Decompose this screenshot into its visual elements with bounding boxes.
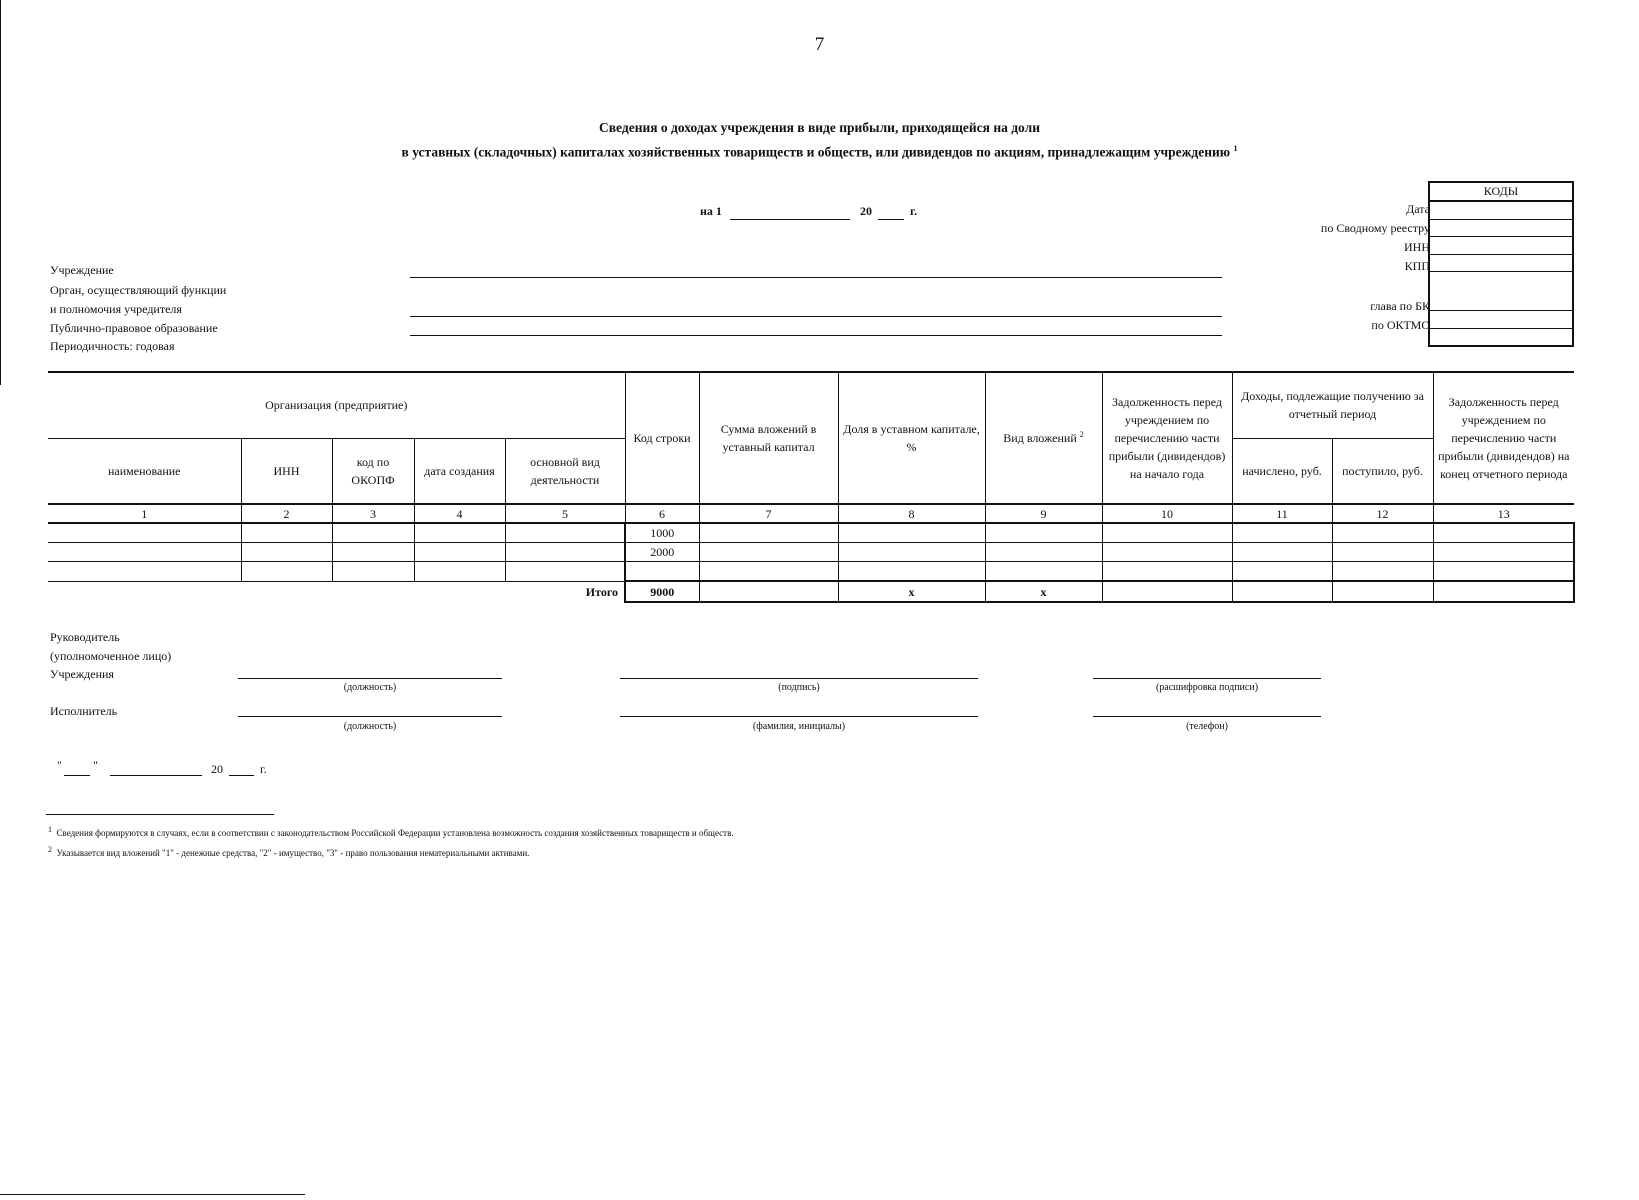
code-inn-cell[interactable]	[1429, 237, 1573, 255]
accrued-cell[interactable]	[1232, 543, 1332, 562]
date-year-prefix: 20	[860, 204, 872, 218]
col-number: 9	[985, 504, 1102, 523]
created-cell[interactable]	[414, 523, 505, 543]
codes-label-bk: глава по БК	[1370, 299, 1430, 313]
head-label-line3: Учреждения	[50, 667, 114, 681]
codes-label-kpp: КПП	[1404, 259, 1430, 273]
debt-start-cell[interactable]	[1102, 523, 1232, 543]
executor-phone-field[interactable]	[1093, 716, 1321, 717]
date-prefix: на 1	[700, 204, 722, 218]
periodicity-label: Периодичность: годовая	[50, 339, 175, 353]
col-number: 12	[1332, 504, 1433, 523]
scan-edge-line	[0, 0, 1, 385]
col-activity-header: основной вид деятельности	[505, 438, 625, 504]
bottom-date-year-field[interactable]	[229, 775, 254, 776]
col-number: 5	[505, 504, 625, 523]
head-signature-field[interactable]	[620, 678, 978, 679]
code-date-cell[interactable]	[1429, 201, 1573, 219]
founder-label-line2: и полномочия учредителя	[50, 302, 182, 316]
bottom-date-month-field[interactable]	[110, 775, 202, 776]
col-accrued-header: начислено, руб.	[1232, 438, 1332, 504]
codes-label-registry: по Сводному реестру	[1320, 221, 1430, 235]
col-number: 10	[1102, 504, 1232, 523]
executor-position-caption: (должность)	[343, 721, 397, 732]
share-cell[interactable]	[838, 562, 985, 582]
total-row	[48, 581, 1574, 602]
col-code-header: Код строки	[625, 372, 699, 504]
col-debt-end-header: Задолженность перед учреждением по перечислению части прибыли (дивидендов) на конец отчетного периода	[1433, 372, 1574, 504]
code-kpp-cell[interactable]	[1429, 254, 1573, 272]
total-debt-end-cell[interactable]	[1433, 581, 1574, 602]
row-code-cell: 2000	[625, 543, 699, 562]
income-table	[48, 371, 1575, 603]
col-share-header: Доля в уставном капитале, %	[838, 372, 985, 504]
okopf-cell[interactable]	[332, 543, 414, 562]
bottom-date-year-suffix: г.	[260, 762, 267, 776]
footnote-1-text: Сведения формируются в случаях, если в соответствии с законодательством Российской Федерации установлена возможность создания хозяйственных товариществ и обществ.	[56, 828, 734, 838]
inn-cell[interactable]	[241, 523, 332, 543]
col-number: 7	[699, 504, 838, 523]
col-inn-header: ИНН	[241, 438, 332, 504]
footnote-1-mark: 1	[48, 825, 52, 834]
head-position-field[interactable]	[238, 678, 502, 679]
date-day-month-field[interactable]	[730, 219, 850, 220]
footnote-2-text: Указывается вид вложений "1" - денежные средства, "2" - имущество, "3" - право пользования нематериальными активами.	[56, 848, 530, 858]
share-cell[interactable]	[838, 523, 985, 543]
head-position-caption: (должность)	[343, 682, 397, 693]
received-cell[interactable]	[1332, 543, 1433, 562]
inn-cell[interactable]	[241, 543, 332, 562]
bottom-date-year-prefix: 20	[211, 762, 223, 776]
share-cell[interactable]	[838, 543, 985, 562]
sum-cell[interactable]	[699, 562, 838, 582]
kind-cell[interactable]	[985, 562, 1102, 582]
col-kind-header	[985, 372, 1102, 504]
municipality-field[interactable]	[410, 335, 1222, 336]
inn-cell[interactable]	[241, 562, 332, 582]
col-number: 1	[48, 504, 241, 523]
total-received-cell[interactable]	[1332, 581, 1433, 602]
executor-name-field[interactable]	[620, 716, 978, 717]
row-code-cell	[625, 562, 699, 582]
col-number: 2	[241, 504, 332, 523]
form-title-line2-text: в уставных (складочных) капиталах хозяйственных товариществ и обществ, или дивидендов по акциям, принадлежащим учреждению	[401, 144, 1231, 160]
okopf-cell[interactable]	[332, 562, 414, 582]
codes-label-oktmo: по ОКТМО	[1371, 318, 1430, 332]
activity-cell[interactable]	[505, 543, 625, 562]
col-number: 4	[414, 504, 505, 523]
founder-field[interactable]	[410, 316, 1222, 317]
footnote-2	[48, 845, 529, 858]
col-sum-header: Сумма вложений в уставный капитал	[699, 372, 838, 504]
total-code-cell: 9000	[625, 581, 699, 602]
activity-cell[interactable]	[505, 562, 625, 582]
table-row	[48, 523, 1574, 543]
created-cell[interactable]	[414, 543, 505, 562]
name-cell[interactable]	[48, 543, 241, 562]
activity-cell[interactable]	[505, 523, 625, 543]
col-number: 6	[625, 504, 699, 523]
received-cell[interactable]	[1332, 523, 1433, 543]
total-sum-cell[interactable]	[699, 581, 838, 602]
footnote-divider	[46, 814, 274, 815]
codes-label-date: Дата	[1406, 202, 1430, 216]
head-label-line2: (уполномоченное лицо)	[50, 649, 172, 663]
executor-name-caption: (фамилия, инициалы)	[752, 721, 846, 732]
debt-start-cell[interactable]	[1102, 543, 1232, 562]
row-code-cell: 1000	[625, 523, 699, 543]
total-label: Итого	[585, 584, 619, 599]
executor-label: Исполнитель	[50, 704, 118, 718]
scan-edge-line-bottom	[0, 1194, 305, 1195]
kind-cell[interactable]	[985, 523, 1102, 543]
executor-phone-caption: (телефон)	[1186, 721, 1228, 732]
table-row	[48, 543, 1574, 562]
municipality-label: Публично-правовое образование	[50, 321, 218, 335]
head-label-line1: Руководитель	[50, 630, 120, 644]
total-kind-x: x	[985, 581, 1102, 602]
date-year-field[interactable]	[878, 219, 904, 220]
sum-cell[interactable]	[699, 543, 838, 562]
received-cell[interactable]	[1332, 562, 1433, 582]
name-cell[interactable]	[48, 562, 241, 582]
bottom-date-open-quote: "	[57, 758, 62, 772]
head-signature-caption: (подпись)	[778, 682, 820, 693]
founder-label-line1: Орган, осуществляющий функции	[50, 283, 227, 297]
date-year-suffix: г.	[910, 204, 918, 218]
form-title-line1: Сведения о доходах учреждения в виде прибыли, приходящейся на доли	[599, 120, 1040, 135]
col-kind-text: Вид вложений	[1003, 431, 1077, 445]
total-share-x: x	[838, 581, 985, 602]
bottom-date-close-quote: "	[93, 758, 98, 772]
debt-end-cell[interactable]	[1433, 562, 1574, 582]
created-cell[interactable]	[414, 562, 505, 582]
table-row	[48, 562, 1574, 582]
col-debt-start-header: Задолженность перед учреждением по перечислению части прибыли (дивидендов) на начало года	[1102, 372, 1232, 504]
institution-label: Учреждение	[50, 263, 114, 277]
footnote-mark: 1	[1233, 144, 1238, 153]
col-okopf-header: код по ОКОПФ	[332, 438, 414, 504]
bottom-date-day-field[interactable]	[64, 775, 90, 776]
code-registry-cell[interactable]	[1429, 219, 1573, 237]
executor-position-field[interactable]	[238, 716, 502, 717]
kind-cell[interactable]	[985, 543, 1102, 562]
col-name-header: наименование	[48, 438, 241, 504]
col-number: 13	[1433, 504, 1574, 523]
okopf-cell[interactable]	[332, 523, 414, 543]
sum-cell[interactable]	[699, 523, 838, 543]
income-group-header: Доходы, подлежащие получению за отчетный период	[1232, 372, 1433, 438]
page-number: 7	[814, 34, 825, 55]
org-group-header: Организация (предприятие)	[48, 372, 625, 438]
debt-end-cell[interactable]	[1433, 543, 1574, 562]
institution-field[interactable]	[410, 277, 1222, 278]
footnote-2-mark: 2	[48, 845, 52, 854]
code-oktmo-cell[interactable]	[1429, 311, 1573, 329]
accrued-cell[interactable]	[1232, 562, 1332, 582]
codes-header: КОДЫ	[1429, 182, 1573, 201]
col-number: 11	[1232, 504, 1332, 523]
code-bk-cell[interactable]	[1429, 272, 1573, 311]
codes-label-inn: ИНН	[1404, 240, 1430, 254]
footnote-1	[48, 825, 734, 838]
accrued-cell[interactable]	[1232, 523, 1332, 543]
code-periodicity-cell[interactable]	[1429, 328, 1573, 346]
col-number: 3	[332, 504, 414, 523]
form-title-line2	[0, 144, 1639, 161]
col-kind-mark: 2	[1079, 430, 1084, 439]
head-decode-field[interactable]	[1093, 678, 1321, 679]
total-accrued-cell[interactable]	[1232, 581, 1332, 602]
debt-end-cell[interactable]	[1433, 523, 1574, 543]
col-number: 8	[838, 504, 985, 523]
col-received-header: поступило, руб.	[1332, 438, 1433, 504]
total-debt-start-cell[interactable]	[1102, 581, 1232, 602]
col-created-header: дата создания	[414, 438, 505, 504]
name-cell[interactable]	[48, 523, 241, 543]
head-decode-caption: (расшифровка подписи)	[1155, 682, 1259, 693]
debt-start-cell[interactable]	[1102, 562, 1232, 582]
codes-box	[1428, 181, 1574, 347]
